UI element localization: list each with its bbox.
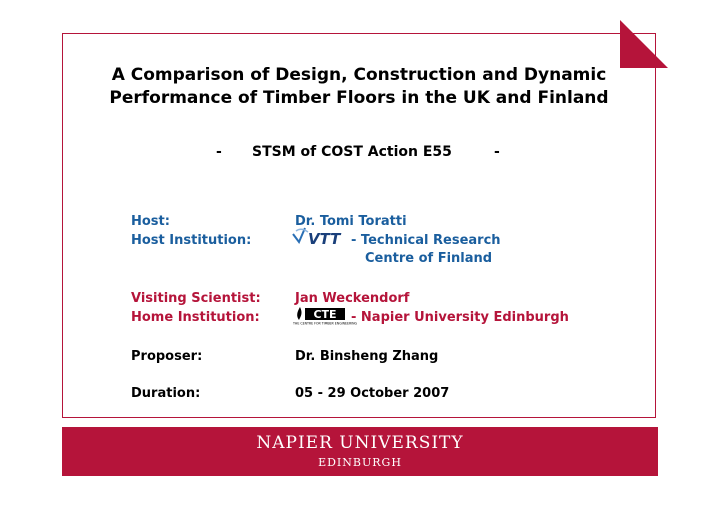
cte-logo-text: CTE: [313, 308, 337, 321]
home-institution-value: - Napier University Edinburgh: [351, 310, 569, 325]
host-institution-value-line2: Centre of Finland: [365, 251, 493, 266]
host-institution-value-line1: - Technical Research: [351, 233, 501, 248]
title-line-1: A Comparison of Design, Construction and Dynamic: [111, 65, 607, 85]
proposer-value: Dr. Binsheng Zhang: [295, 349, 439, 364]
footer-city: EDINBURGH: [318, 456, 402, 469]
cte-logo-icon: [292, 306, 358, 326]
host-label: Host:: [131, 214, 170, 229]
duration-value: 05 - 29 October 2007: [295, 386, 450, 401]
slide-subtitle: STSM of COST Action E55: [252, 144, 452, 160]
corner-triangle-icon: [620, 20, 668, 68]
vtt-logo-text: VTT: [308, 230, 341, 248]
subtitle-dash-right: -: [494, 144, 500, 160]
visiting-scientist-value: Jan Weckendorf: [295, 291, 410, 306]
footer-university-name: NAPIER UNIVERSITY: [256, 433, 464, 453]
subtitle-dash-left: -: [216, 144, 222, 160]
footer-banner: [62, 427, 658, 476]
host-institution-label: Host Institution:: [131, 233, 252, 248]
home-institution-label: Home Institution:: [131, 310, 260, 325]
title-line-2: Performance of Timber Floors in the UK and Finland: [109, 88, 609, 108]
host-value: Dr. Tomi Toratti: [295, 214, 407, 229]
duration-label: Duration:: [131, 386, 201, 401]
cte-logo-tagline: THE CENTRE FOR TIMBER ENGINEERING: [292, 321, 358, 326]
slide-title: [62, 64, 656, 110]
vtt-logo-icon: [292, 225, 354, 247]
proposer-label: Proposer:: [131, 349, 203, 364]
visiting-scientist-label: Visiting Scientist:: [131, 291, 261, 306]
